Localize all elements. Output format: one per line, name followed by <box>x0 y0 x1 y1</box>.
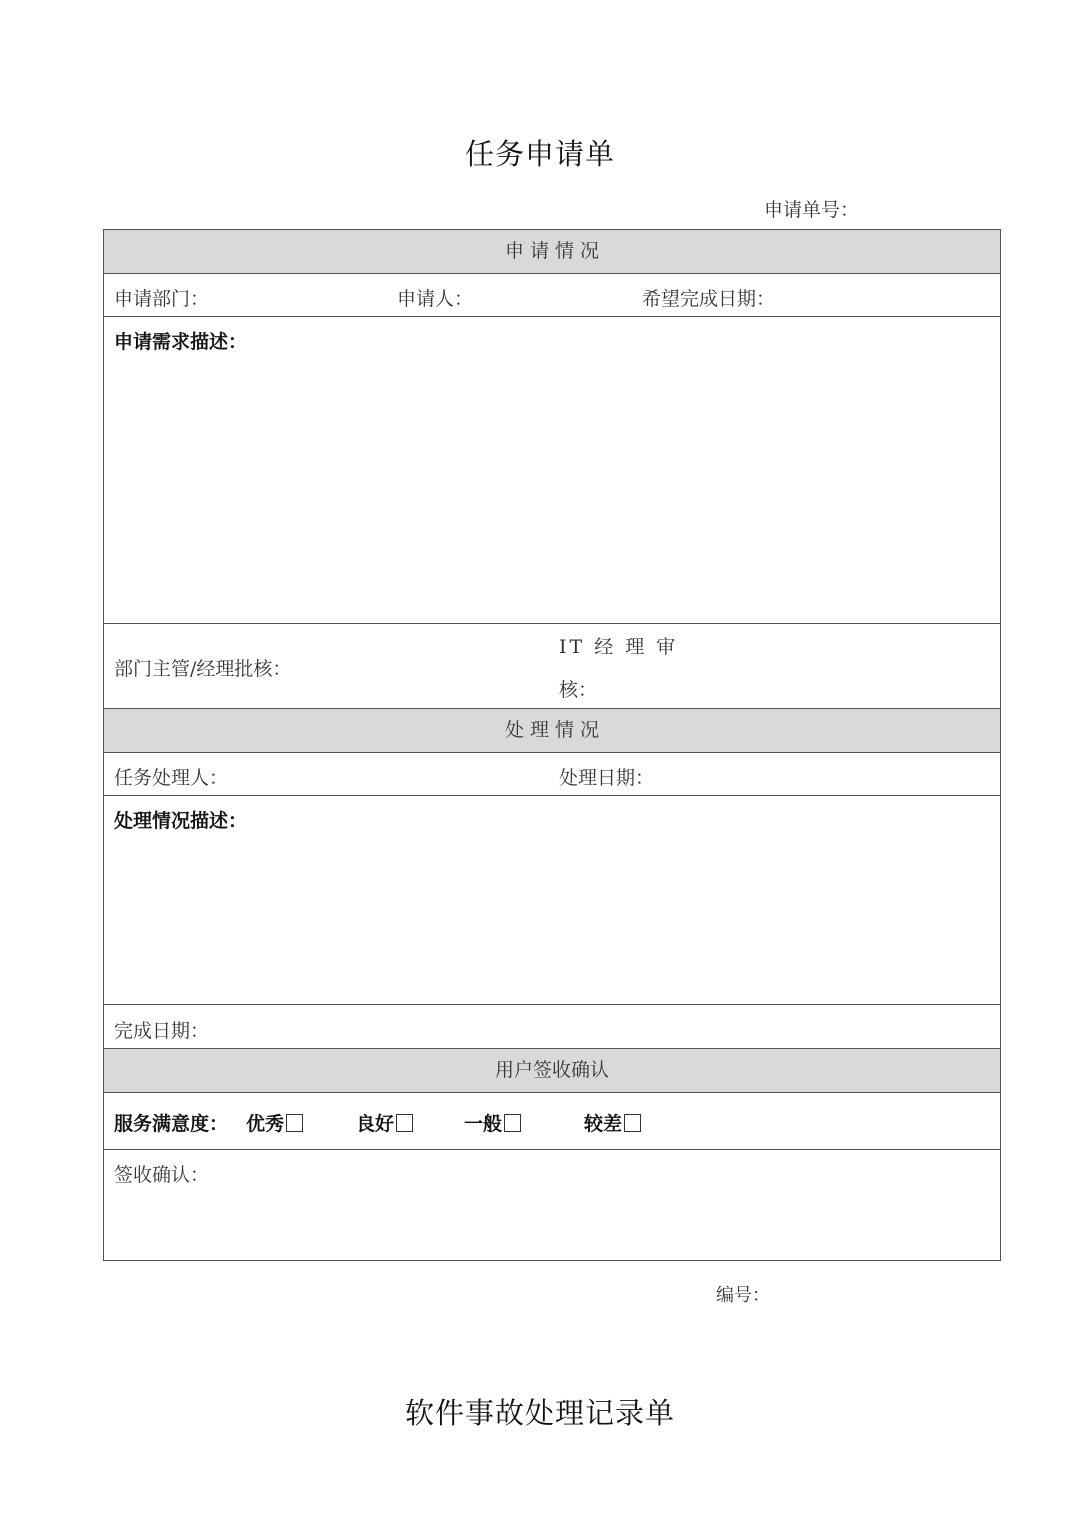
department-field[interactable]: 申请部门： <box>114 288 210 310</box>
page-title: 任务申请单 <box>464 137 615 171</box>
manager-approval-field[interactable]: 部门主管/经理批核： <box>114 658 292 680</box>
checkbox-icon[interactable] <box>624 1114 641 1132</box>
processing-date-field[interactable]: 处理日期： <box>559 767 655 789</box>
satisfaction-option-good[interactable] <box>356 1109 413 1136</box>
processing-description-label: 处理情况描述： <box>114 810 248 832</box>
completion-date-field[interactable]: 完成日期： <box>114 1020 210 1042</box>
satisfaction-option-average[interactable] <box>464 1109 521 1136</box>
user-confirm-section-header <box>104 1049 1000 1093</box>
signoff-label: 签收确认： <box>114 1164 210 1186</box>
checkbox-icon[interactable] <box>396 1114 413 1132</box>
requirement-description-label: 申请需求描述： <box>114 331 248 353</box>
satisfaction-label: 服务满意度： <box>114 1113 229 1135</box>
application-section-header <box>104 230 1000 274</box>
option-poor-label: 较差 <box>584 1113 623 1135</box>
it-manager-review-line2[interactable]: 核： <box>559 679 598 701</box>
signoff-area[interactable] <box>104 1150 1000 1260</box>
user-confirm-section-title: 用户签收确认 <box>494 1059 609 1081</box>
task-handler-field[interactable]: 任务处理人： <box>114 767 229 789</box>
applicant-field[interactable]: 申请人： <box>397 288 474 310</box>
processing-section-title: 处 理 情 况 <box>504 719 600 741</box>
it-manager-review-line1[interactable]: IT 经 理 审 <box>559 636 679 658</box>
next-form-title: 软件事故处理记录单 <box>404 1396 675 1430</box>
satisfaction-option-excellent[interactable] <box>246 1109 303 1136</box>
processing-section-header <box>104 709 1000 753</box>
satisfaction-row <box>104 1093 1000 1150</box>
completion-date-row <box>104 1005 1000 1049</box>
approval-row <box>104 624 1000 709</box>
applicant-info-row <box>104 274 1000 317</box>
handler-row <box>104 753 1000 796</box>
option-average-label: 一般 <box>464 1113 503 1135</box>
processing-description-area[interactable] <box>104 796 1000 1005</box>
option-good-label: 良好 <box>356 1113 395 1135</box>
checkbox-icon[interactable] <box>504 1114 521 1132</box>
option-excellent-label: 优秀 <box>246 1113 285 1135</box>
task-application-form <box>103 229 1001 1261</box>
application-section-title: 申 请 情 况 <box>504 240 600 262</box>
record-number-label: 编号： <box>716 1285 770 1306</box>
checkbox-icon[interactable] <box>286 1114 303 1132</box>
satisfaction-option-poor[interactable] <box>584 1109 641 1136</box>
requirement-description-area[interactable] <box>104 317 1000 624</box>
application-number-label: 申请单号： <box>764 199 860 221</box>
expected-date-field[interactable]: 希望完成日期： <box>642 288 776 310</box>
